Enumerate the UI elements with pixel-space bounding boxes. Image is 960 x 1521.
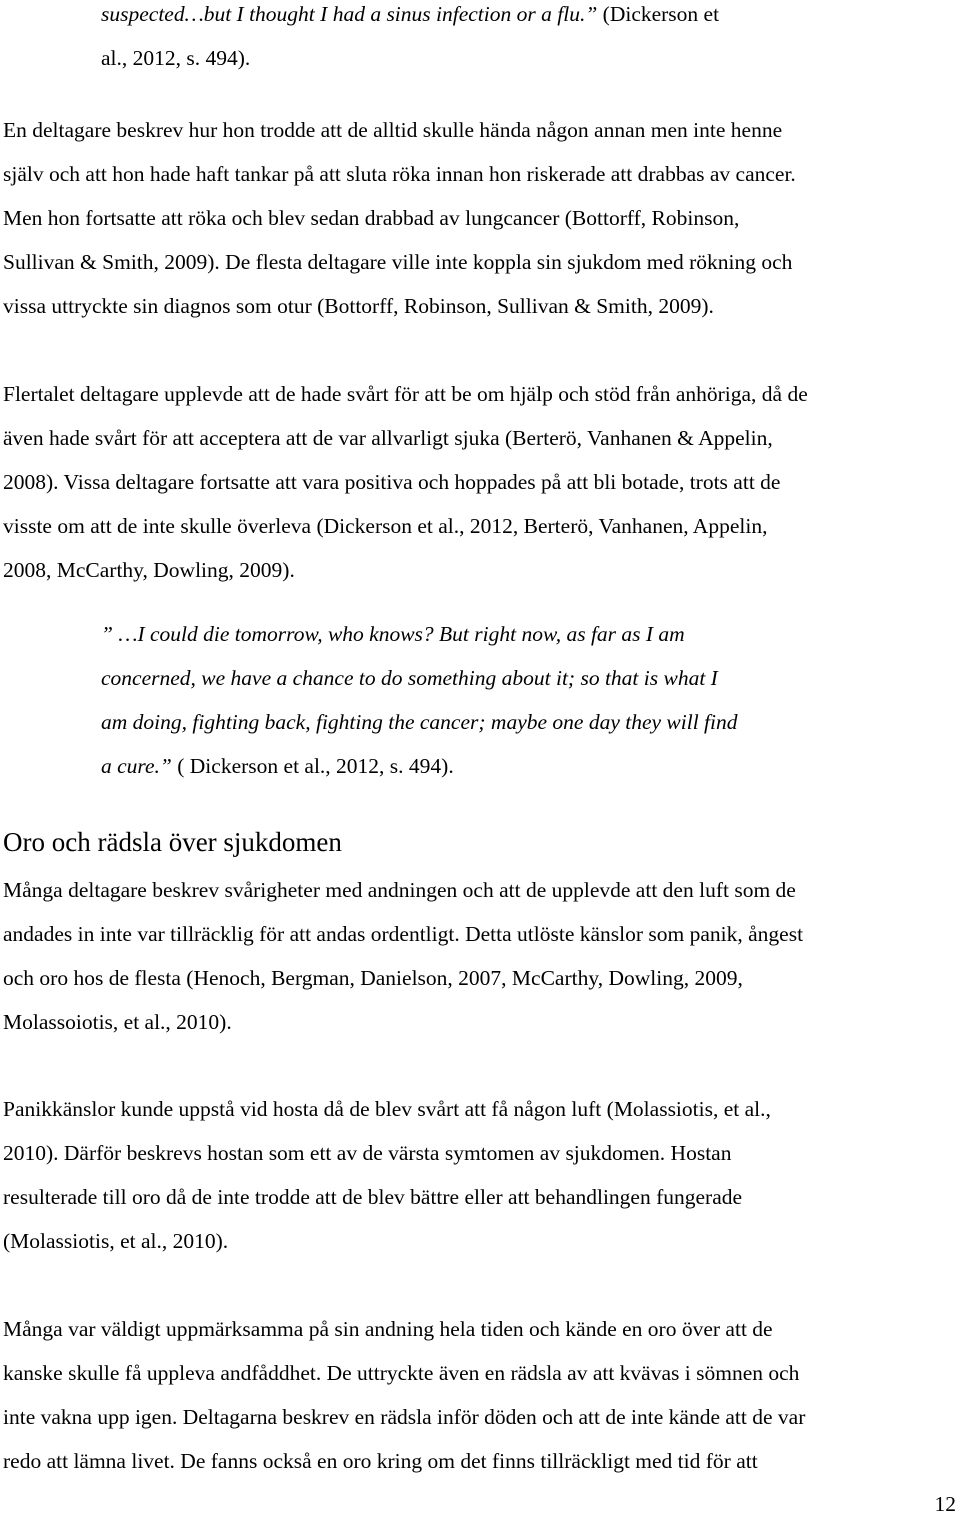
text-line: redo att lämna livet. De fanns också en oro kring om det finns tillräckligt med tid för att — [3, 1449, 758, 1473]
block-quote-continued — [101, 0, 719, 80]
text-line: Men hon fortsatte att röka och blev sedan drabbad av lungcancer (Bottorff, Robinson, — [3, 206, 740, 230]
quote-line: am doing, fighting back, fighting the cancer; maybe one day they will find — [101, 710, 738, 734]
text-line: kanske skulle få uppleva andfåddhet. De uttryckte även en rädsla av att kvävas i sömnen och — [3, 1361, 800, 1385]
text-line: vissa uttryckte sin diagnos som otur (Bottorff, Robinson, Sullivan & Smith, 2009). — [3, 294, 714, 318]
text-line: Många deltagare beskrev svårigheter med andningen och att de upplevde att den luft som de — [3, 878, 796, 902]
quote-line: concerned, we have a chance to do something about it; so that is what I — [101, 666, 718, 690]
text-line: En deltagare beskrev hur hon trodde att de alltid skulle hända någon annan men inte henne — [3, 118, 783, 142]
block-quote — [101, 612, 738, 788]
text-line: och oro hos de flesta (Henoch, Bergman, Danielson, 2007, McCarthy, Dowling, 2009, — [3, 966, 743, 990]
quote-line: al., 2012, s. 494). — [101, 46, 251, 70]
quote-text: a cure.” — [101, 754, 172, 778]
text-line: Sullivan & Smith, 2009). De flesta deltagare ville inte koppla sin sjukdom med rökning och — [3, 250, 793, 274]
paragraph-2 — [3, 372, 808, 592]
quote-citation: ( Dickerson et al., 2012, s. 494). — [171, 754, 454, 778]
section-heading: Oro och rädsla över sjukdomen — [3, 827, 342, 857]
paragraph-3 — [3, 868, 803, 1044]
text-line: Flertalet deltagare upplevde att de hade svårt för att be om hjälp och stöd från anhöriga, då de — [3, 382, 808, 406]
paragraph-1 — [3, 108, 796, 328]
text-line: Panikkänslor kunde uppstå vid hosta då de blev svårt att få någon luft (Molassiotis, et al., — [3, 1097, 771, 1121]
text-line: själv och att hon hade haft tankar på att sluta röka innan hon riskerade att drabbas av cancer. — [3, 162, 796, 186]
text-line: andades in inte var tillräcklig för att andas ordentligt. Detta utlöste känslor som panik, ångest — [3, 922, 804, 946]
text-line: även hade svårt för att acceptera att de var allvarligt sjuka (Berterö, Vanhanen & Appelin, — [3, 426, 773, 450]
page-number: 12 — [934, 1492, 956, 1516]
text-line: Många var väldigt uppmärksamma på sin andning hela tiden och kände en oro över att de — [3, 1317, 773, 1341]
text-line: 2010). Därför beskrevs hostan som ett av de värsta symtomen av sjukdomen. Hostan — [3, 1141, 732, 1165]
text-line: (Molassiotis, et al., 2010). — [3, 1229, 229, 1253]
quote-citation: (Dickerson et — [597, 2, 720, 26]
quote-line — [101, 744, 738, 788]
quote-text: suspected…but I thought I had a sinus infection or a flu.” — [101, 2, 598, 26]
paragraph-4 — [3, 1087, 771, 1263]
quote-line — [101, 0, 719, 36]
text-line: visste om att de inte skulle överleva (Dickerson et al., 2012, Berterö, Vanhanen, Appelin, — [3, 514, 768, 538]
quote-line: ” …I could die tomorrow, who knows? But right now, as far as I am — [101, 622, 685, 646]
text-line: inte vakna upp igen. Deltagarna beskrev en rädsla inför döden och att de inte kände att de var — [3, 1405, 806, 1429]
text-line: 2008). Vissa deltagare fortsatte att vara positiva och hoppades på att bli botade, trots att de — [3, 470, 781, 494]
paragraph-5 — [3, 1307, 805, 1483]
text-line: Molassoiotis, et al., 2010). — [3, 1010, 232, 1034]
text-line: resulterade till oro då de inte trodde att de blev bättre eller att behandlingen fungerade — [3, 1185, 743, 1209]
text-line: 2008, McCarthy, Dowling, 2009). — [3, 558, 295, 582]
